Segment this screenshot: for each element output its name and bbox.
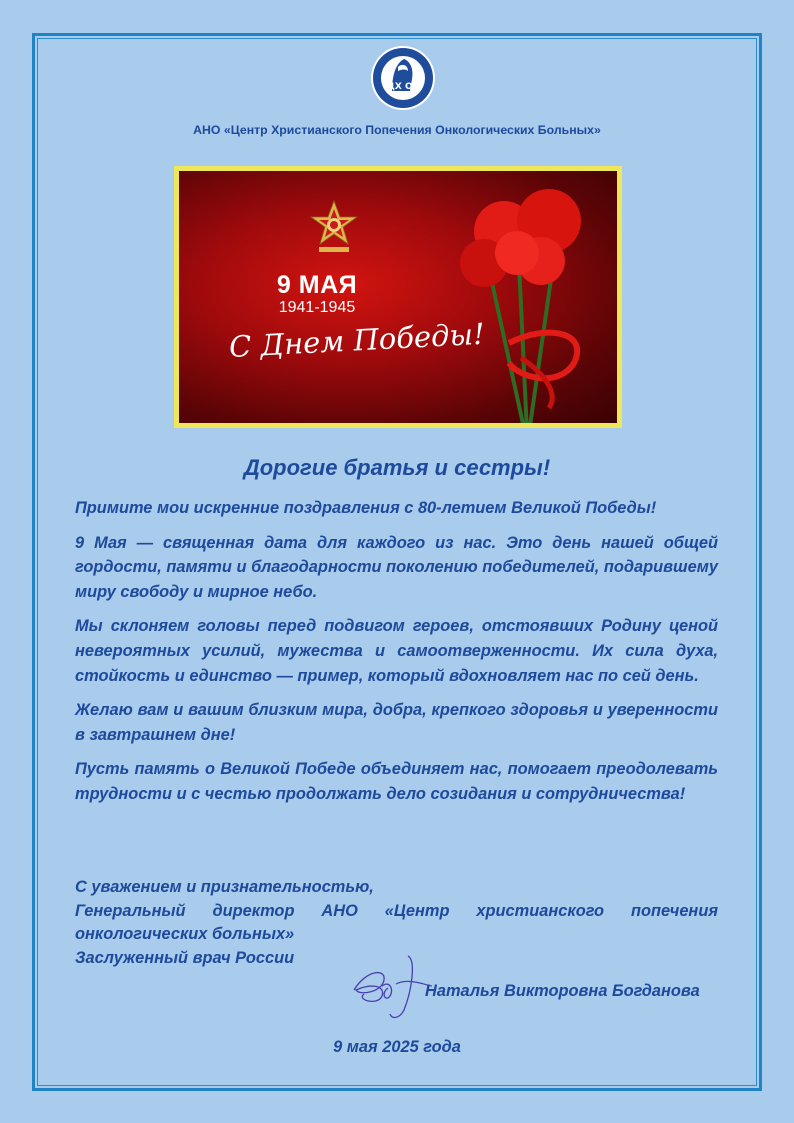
organization-logo bbox=[370, 45, 436, 111]
signer-position: Генеральный директор АНО «Центр христианского попечения онкологических больных» bbox=[75, 901, 718, 943]
paragraph: Желаю вам и вашим близким мира, добра, крепкого здоровья и уверенности в завтрашнем дне! bbox=[75, 701, 718, 744]
paragraph: Пусть память о Великой Победе объединяет нас, помогает преодолевать трудности и с честью продолжать дело созидания и сотрудничества! bbox=[75, 760, 718, 803]
signer-name: Наталья Викторовна Богданова bbox=[425, 982, 700, 1000]
letter-date: 9 мая 2025 года bbox=[333, 1038, 461, 1056]
handwritten-signature bbox=[346, 950, 434, 1022]
organization-name: АНО «Центр Христианского Попечения Онкологических Больных» bbox=[193, 123, 601, 137]
paragraph: Мы склоняем головы перед подвигом героев, отстоявших Родину ценой невероятных усилий, мужества и самоотверженности. Их сила духа, стойкость и единство — пример, который вдохновляет нас по сей день. bbox=[75, 617, 718, 685]
banner-image bbox=[179, 171, 617, 423]
letter-heading: Дорогие братья и сестры! bbox=[243, 455, 551, 480]
banner-greeting: С Днем Победы! bbox=[228, 316, 486, 364]
logo-text: ЦХ ОБ bbox=[386, 82, 420, 92]
carnations-icon bbox=[449, 183, 604, 423]
victory-order-icon bbox=[310, 199, 358, 257]
banner-years: 1941-1945 bbox=[278, 299, 356, 316]
letter-body bbox=[75, 496, 718, 817]
paragraph: Примите мои искренние поздравления с 80-летием Великой Победы! bbox=[75, 499, 657, 517]
holiday-banner bbox=[174, 166, 622, 428]
banner-title: 9 МАЯ bbox=[276, 271, 358, 299]
paragraph: 9 Мая — священная дата для каждого из нас. Это день нашей общей гордости, памяти и благодарности поколению победителей, подарившему миру свободу и мирное небо. bbox=[75, 533, 718, 601]
signer-title: Заслуженный врач России bbox=[75, 948, 295, 967]
closing-line: С уважением и признательностью, bbox=[75, 878, 374, 896]
